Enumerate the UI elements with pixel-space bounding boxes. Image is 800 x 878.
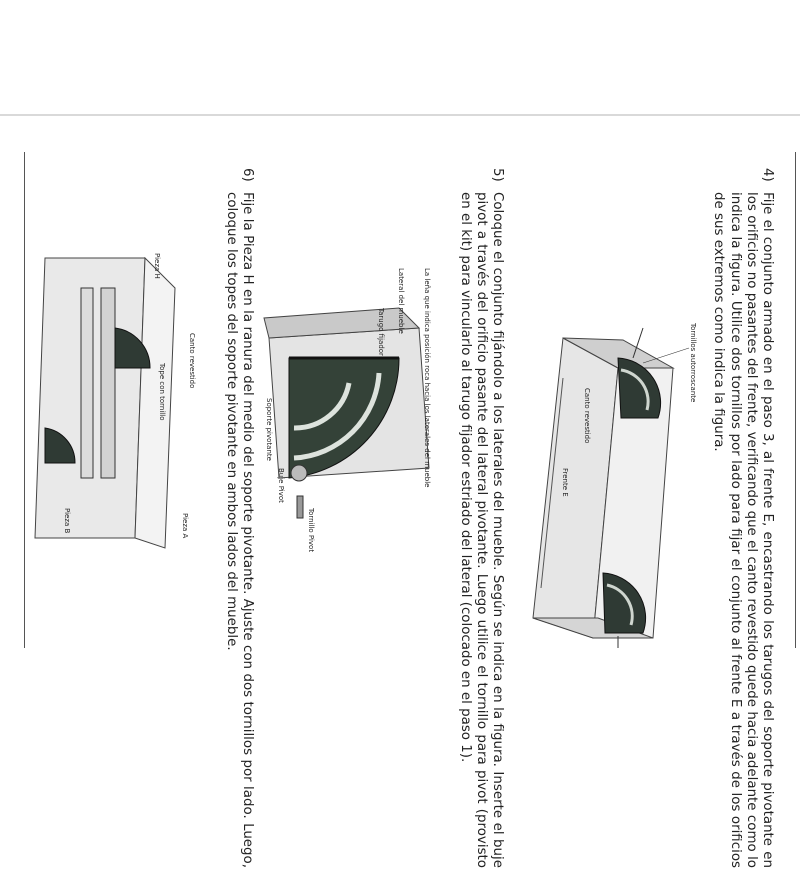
label-pieza-b: Pieza B: [63, 508, 71, 534]
step-6-text: Fije la Pieza H en la ranura del medio del soporte pivotante. Ajuste con dos tornillos por lado. Luego, coloque los topes del soporte pivotante en ambos lados del mueble.: [223, 192, 255, 868]
page-top-rule: [0, 114, 800, 116]
label-tornillos-autorroscante: Tornillos autorroscante: [689, 323, 697, 403]
step-6-number: 6): [240, 168, 255, 182]
tornillo-pivot-part: [297, 496, 303, 518]
step-4: [710, 168, 775, 868]
step-5-figure: [259, 268, 439, 588]
label-lateral-del-mueble: Lateral del mueble: [397, 268, 405, 334]
step-6: [223, 168, 255, 868]
rotated-instructions-page: [25, 168, 775, 878]
step-6-figure: [30, 248, 205, 568]
label-la-lena: La leña que indica posición roca hacia los laterales del mueble: [423, 268, 431, 488]
step-4-number: 4): [760, 168, 775, 182]
label-tarugo-fijador: Tarugo fijador: [377, 308, 385, 356]
step-5: [456, 168, 505, 868]
label-buje-pivot: Buje Pivot: [277, 468, 285, 503]
label-canto-revestido: Canto revestido: [583, 388, 591, 444]
label-tornillo-pivot: Tornillo Pivot: [307, 508, 315, 553]
buje-pivot-part: [291, 465, 307, 481]
label-soporte-pivotante: Soporte pivotante: [265, 398, 273, 461]
label-frente-e: Frente E: [561, 468, 569, 497]
pieza-h-panel: [101, 288, 115, 478]
step-5-number: 5): [490, 168, 505, 182]
pieza-a-panel: [81, 288, 93, 478]
label-pieza-h: Pieza H: [153, 253, 161, 279]
step-4-figure: [513, 318, 713, 658]
right-margin-line: [795, 152, 796, 648]
label-tope-con-tornillo: Tope con tornillo: [158, 363, 166, 421]
step-4-text: Fije el conjunto armado en el paso 3, al frente E, encastrando los tarugos del soporte pivotante en los orificios no pasantes del frente, verificando que el canto revestido quede hacia adelante como lo indica la figura. Utilice dos tornillos por lado para fijar el conjunto al frente E a través de los orificios de sus extremos como indica la figura.: [711, 192, 775, 868]
step-5-text: Coloque el conjunto fijándolo a los laterales del mueble. Según se indica en la figura. Inserte el buje pivot a través del orificio pasante del lateral pivotante. Luego utilice el tornillo para pivot (provisto en el kit) para vincularlo al tarugo fijador estriado del lateral (colocado en el paso 1).: [457, 192, 505, 868]
label-pieza-a: Pieza A: [181, 513, 189, 539]
label-canto-revestido-6: Canto revestido: [188, 333, 196, 389]
